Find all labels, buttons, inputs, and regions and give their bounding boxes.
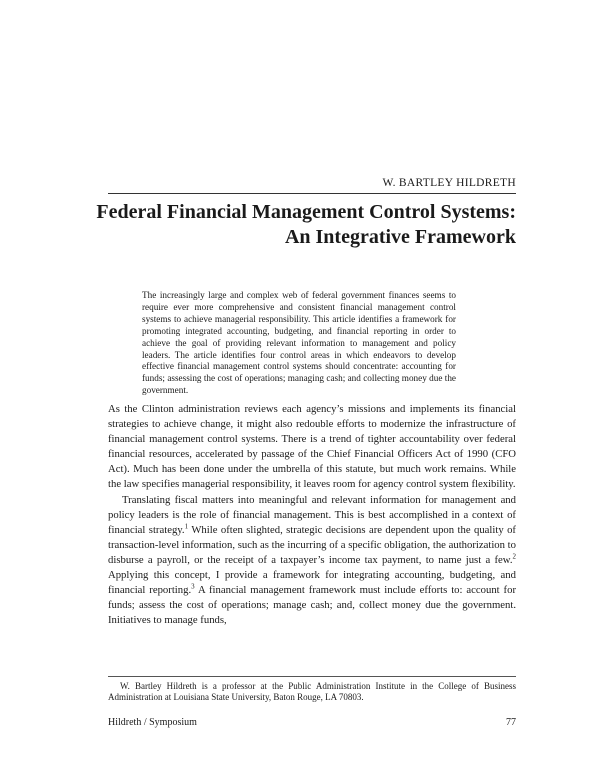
article-title-line-1: Federal Financial Management Control Systems: (96, 201, 516, 223)
note-reference: 2 (512, 552, 516, 561)
note-reference: 1 (184, 522, 189, 531)
author-footnote-text: W. Bartley Hildreth is a professor at the Public Administration Institute in the College of Business Administration at Louisiana State University, Baton Rouge, LA 70803. (108, 681, 516, 703)
abstract (142, 290, 456, 397)
body-paragraph-2-text: A financial management framework must include efforts to: account for funds; assess the cost of operations; manage cash; and, collect money due the government. Initiatives to manage funds, (108, 584, 516, 627)
page-number: 77 (506, 717, 516, 728)
body-paragraph-2-text: Translating fiscal matters into meaningful and relevant information for management and policy leaders is the role of financial management. This is best accomplished in a context of financial strategy. (108, 493, 516, 536)
running-head: Hildreth / Symposium (108, 717, 197, 728)
article-body (108, 402, 516, 628)
article-title-line-2: An Integrative Framework (284, 226, 516, 248)
body-paragraph-2-text: Applying this concept, I provide a framework for integrating accounting, budgeting, and financial reporting. (108, 569, 516, 597)
body-paragraph-1: As the Clinton administration reviews each agency’s missions and implements its financial strategies to achieve change, it might also redouble efforts to modernize the infrastructure of financial management control systems. There is a trend of tighter accountability over federal financial resources, accelerated by passage of the Chief Financial Officers Act of 1990 (CFO Act). Much has been done under the umbrella of this statute, but much work remains. While the law specifies managerial responsibility, it leaves room for agency control system flexibility. (108, 403, 516, 491)
body-paragraph-2 (108, 493, 516, 629)
author-name: W. BARTLEY HILDRETH (382, 177, 516, 189)
abstract-text: The increasingly large and complex web of federal government finances seems to require ever more comprehensive and consistent financial management control systems to achieve managerial responsibility. This article identifies a framework for promoting integrated accounting, budgeting, and financial reporting in order to achieve the goal of providing relevant information to management and policy leaders. The article identifies four control areas in which endeavors to develop effective financial management control systems should concentrate: accounting for funds; assessing the cost of operations; managing cash; and collecting money due the government. (142, 290, 456, 396)
author-footnote (108, 681, 516, 704)
article-title (76, 200, 516, 250)
body-paragraph-2-text: While often slighted, strategic decisions are dependent upon the quality of transaction-level information, such as the incurring of a specific obligation, the authorization to disburse a payroll, or the receipt of a taxpayer’s income tax payment, to name just a few. (108, 523, 516, 566)
footnote-rule (108, 676, 516, 677)
note-reference: 3 (191, 582, 195, 591)
header-rule (108, 193, 516, 194)
